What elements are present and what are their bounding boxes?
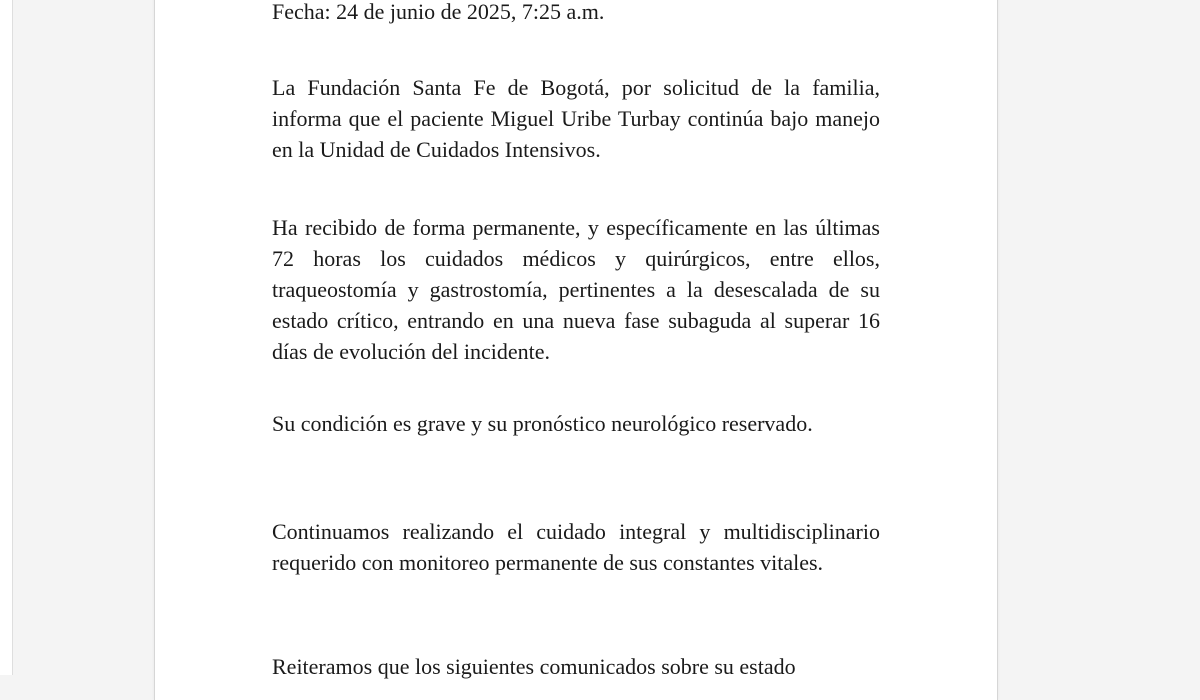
paragraph-condition: Su condición es grave y su pronóstico neurológico reservado. (272, 411, 813, 436)
left-frame-edge (0, 0, 13, 675)
paragraph-monitoring: Continuamos realizando el cuidado integral y multidisciplinario requerido con monitoreo permanente de sus constantes vitales. (272, 519, 880, 575)
document-date: Fecha: 24 de junio de 2025, 7:25 a.m. (272, 0, 605, 24)
paragraph-next-communications: Reiteramos que los siguientes comunicados sobre su estado (272, 654, 796, 679)
paragraph-announcement: La Fundación Santa Fe de Bogotá, por solicitud de la familia, informa que el paciente Miguel Uribe Turbay continúa bajo manejo en la Unidad de Cuidados Intensivos. (272, 75, 880, 162)
paragraph-medical-care: Ha recibido de forma permanente, y específicamente en las últimas 72 horas los cuidados médicos y quirúrgicos, entre ellos, traqueostomía y gastrostomía, pertinentes a la desescalada de su estado crítico, entrando en una nueva fase subaguda al superar 16 días de evolución del incidente. (272, 215, 880, 364)
